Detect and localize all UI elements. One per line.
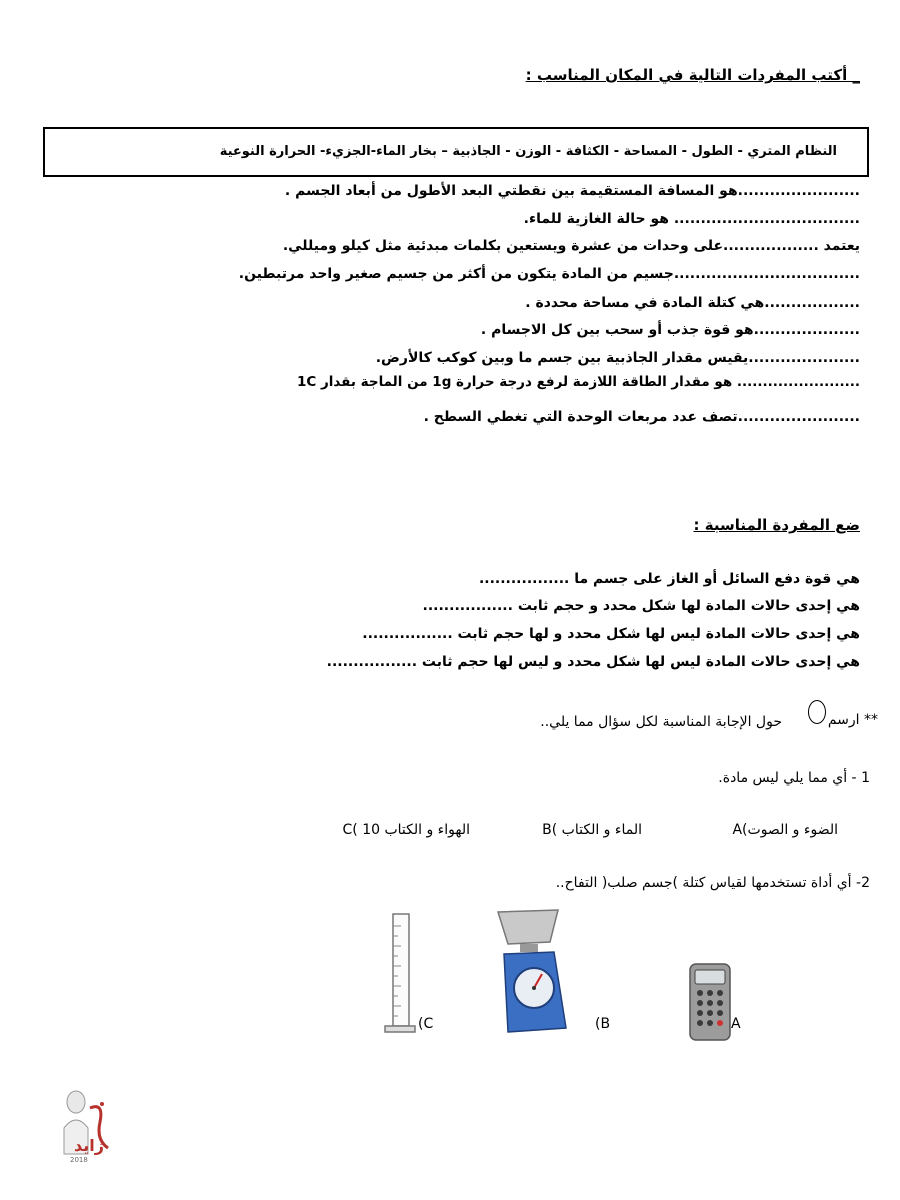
word-bank-text: النظام المتري - الطول - المساحة - الكثافة - الوزن - الجاذبية – بخار الماء-الجزيء- الحرارة النوعية — [219, 144, 837, 159]
fill-line-1: .......................هو المسافة المستقيمة بين نقطتي البعد الأطول من أبعاد الجسم . — [284, 183, 860, 199]
instruction-suffix: حول الإجابة المناسبة لكل سؤال مما يلي.. — [540, 714, 782, 730]
section2-title: ضع المفردة المناسبة : — [693, 516, 860, 534]
fill-line-9: .......................تصف عدد مربعات الوحدة التي تغطي السطح . — [423, 409, 860, 425]
q1-option-b[interactable]: B( الماء و الكتاب — [542, 822, 642, 838]
fill-line-6: ....................هو قوة جذب أو سحب بين كل الاجسام . — [480, 322, 860, 338]
q2-option-b-label[interactable]: (B — [595, 1016, 611, 1032]
calculator-image[interactable] — [688, 962, 732, 1042]
fill-line-5: ..................هي كتلة المادة في مساحة محددة . — [525, 295, 860, 311]
scale-image[interactable] — [494, 908, 572, 1034]
logo-year: 2018 — [70, 1156, 88, 1164]
fill-line-3: يعتمد ..................على وحدات من عشرة ويستعين بكلمات مبدئية مثل كيلو وميللي. — [282, 238, 860, 254]
q2-option-a-label[interactable]: A — [731, 1016, 741, 1032]
zayed-logo — [60, 1088, 112, 1168]
logo-text: زايد — [74, 1136, 104, 1155]
instruction-prefix: ** ارسم — [827, 712, 878, 728]
term-line-1: هي قوة دفع السائل أو الغاز على جسم ما ................. — [478, 571, 860, 587]
term-line-3: هي إحدى حالات المادة ليس لها شكل محدد و لها حجم ثابت ................. — [362, 626, 860, 642]
circle-symbol-icon — [808, 700, 826, 724]
question-2: 2- أي أداة تستخدمها لقياس كتلة )جسم صلب( التفاح.. — [555, 875, 870, 891]
q2-option-c-label[interactable]: (C — [418, 1016, 434, 1032]
q1-option-a[interactable]: A(الضوء و الصوت — [732, 822, 838, 838]
fill-line-7: .....................يقيس مقدار الجاذبية بين جسم ما وبين كوكب كالأرض. — [375, 350, 860, 366]
section1-title: _ أكتب المفردات التالية في المكان المناسب : — [525, 66, 860, 84]
fill-line-8: ........................ هو مقدار الطاقة اللازمة لرفع درجة حرارة 1g من الماجة بقدار 1C — [296, 374, 860, 390]
graduated-cylinder-image[interactable] — [383, 912, 417, 1036]
term-line-4: هي إحدى حالات المادة ليس لها شكل محدد و ليس لها حجم ثابت ................. — [326, 654, 860, 670]
fill-line-2: ................................... هو حالة الغازية للماء. — [523, 211, 860, 227]
fill-line-4: ...................................جسيم من المادة يتكون من أكثر من جسيم صغير واحد مرتبطين. — [238, 266, 860, 282]
question-1: 1 - أي مما يلي ليس مادة. — [718, 770, 870, 786]
q1-option-c[interactable]: C( الهواء و الكتاب 10 — [342, 822, 470, 838]
word-bank-box — [43, 127, 869, 177]
term-line-2: هي إحدى حالات المادة لها شكل محدد و حجم ثابت ................. — [422, 598, 860, 614]
